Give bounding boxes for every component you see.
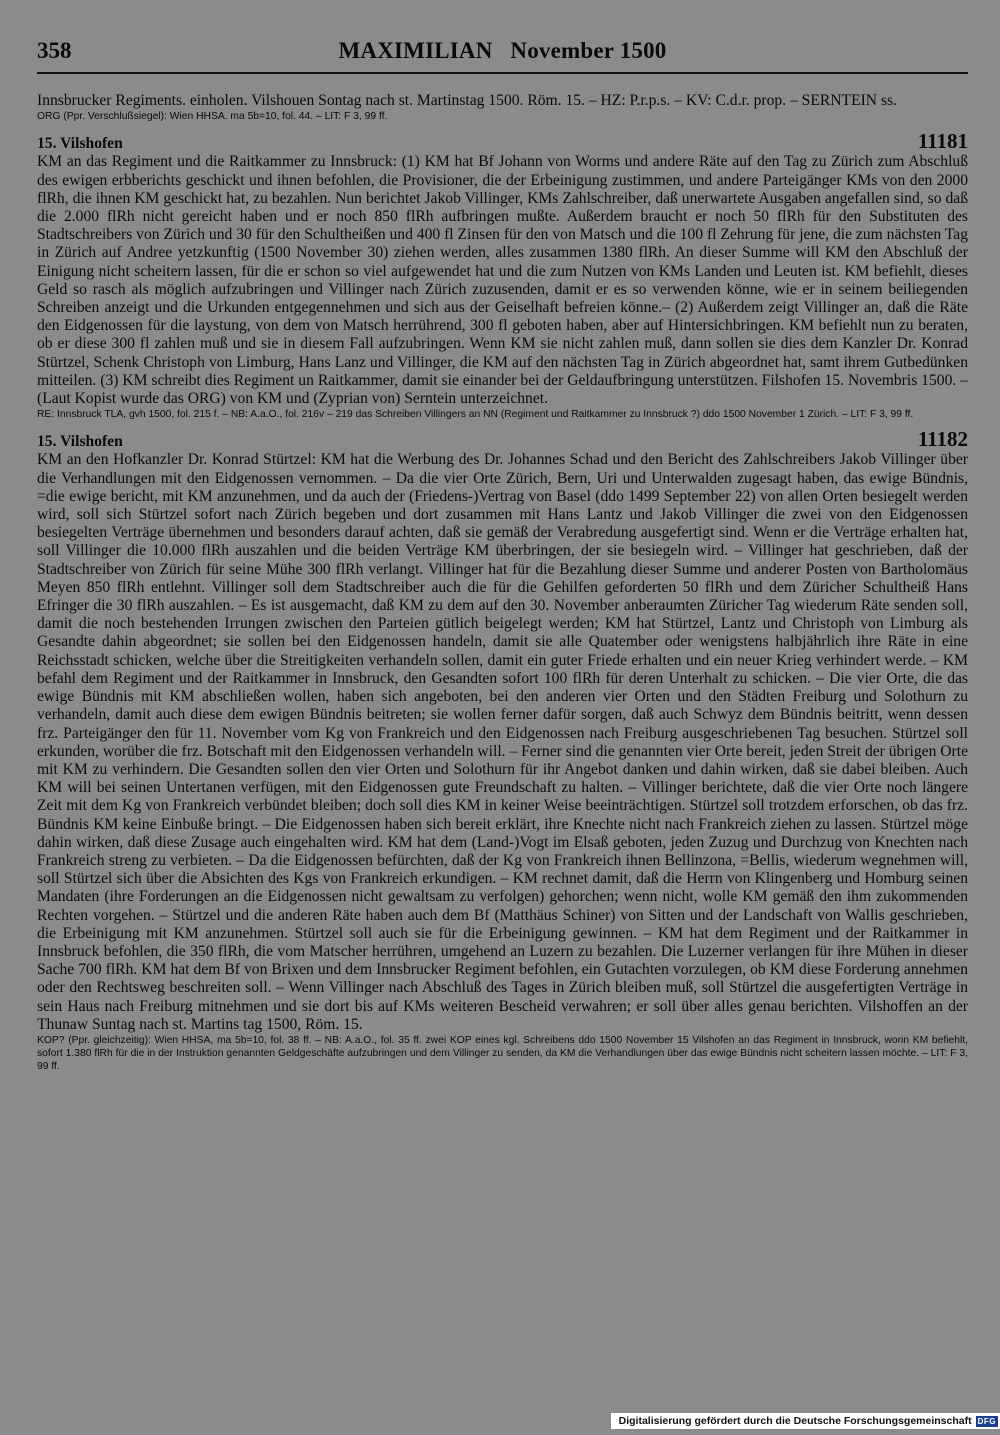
entry-date-place: 15. Vilshofen <box>37 433 123 451</box>
entry-text: KM an das Regiment und die Raitkammer zu Innsbruck: (1) KM hat Bf Johann von Worms und andere Räte auf den Tag zu Zürich zum Abschluß des ewigen erbberichts geschickt und ihnen befohlen, die Provisioner, die der Erbeinigung zustimmen, und andere Parteigänger KMs von den 2000 flRh, die ihnen KM geschickt hat, zu bezahlen. Nun berichtet Jakob Villinger, KMs Zahlschreiber, daß unerwartete Ausgaben angefallen sind, so daß die 2.000 flRh nicht gereicht haben und er noch 850 flRh aufbringen mußte. Außerdem braucht er noch 50 flRh für den Substituten des Stadtschreibers von Zürich und 30 für den Schultheißen und 400 fl Zinsen für den von Matsch und die 100 fl Zehrung für jene, die zum nächsten Tag in Zürich auf Andree yetzkunftig (1500 November 30) ziehen werden, alles zusammen 1380 flRh. An dieser Summe will KM den Abschluß der Einigung nicht scheitern lassen, für die er schon so viel aufgewendet hat und die zum Nutzen von KMs Landen und Leuten ist. KM befiehlt, dieses Geld so rasch als möglich aufzubringen und Villinger nach Zürich zuzusenden, damit er es so verwenden könne, wie er in seinem beiliegenden Schreiben anzeigt und die Urkunden entgegennehmen und sich aus der Geiselhaft befreien könne.– (2) Außerdem zeigt Villinger an, daß die Räte den Eidgenossen für die laystung, von dem von Matsch herrührend, 300 fl geboten haben, aber auf Hintersichbringen. KM befiehlt nun zu beraten, ob er diese 300 fl zahlen muß und sie in diesem Fall aufzubringen. Wenn KM sie nicht zahlen muß, dann sollen sie dies dem Kanzler Dr. Konrad Stürtzel, Schenk Christoph von Limburg, Hans Lanz und Villinger, die KM auf den nächsten Tag in Zürich abgeordnet hat, samt ihrem Gutbedünken mitteilen. (3) KM schreibt dies Regiment un Raitkammer, damit sie einander bei der Geldaufbringung unterstützen. Filshofen 15. Novembris 1500. – (Laut Kopist wurde das ORG) von KM und (Zyprian von) Serntein unterzeichnet. <box>37 153 968 408</box>
entry-source-note: RE: Innsbruck TLA, gvh 1500, fol. 215 f. – NB: A.a.O., fol. 216v – 219 das Schreiben Villingers an NN (Regiment und Raitkammer zu Innsbruck ?) ddo 1500 November 1 Zürich. – LIT: F 3, 99 ff. <box>37 409 914 421</box>
entry-number: 11182 <box>917 427 968 452</box>
footer-text: Digitalisierung gefördert durch die Deutsche Forschungsgemeinschaft <box>618 1415 972 1427</box>
dfg-logo-icon: DFG <box>977 1416 996 1426</box>
entry-text: KM an den Hofkanzler Dr. Konrad Stürtzel: KM hat die Werbung des Dr. Johannes Schad und den Bericht des Zahlschreibers Jakob Villinger über die Verhandlungen mit den Eidgenossen vernommen. – Da die vier Orte Zürich, Bern, Uri und Unterwalden zugesagt haben, das ewige Bündnis, =die ewige bericht, mit KM anzunehmen, und da auch der (Friedens-)Vertrag von Basel (ddo 1499 September 22) von allen Orten besiegelt werden wird, soll sich Stürtzel sofort nach Zürich begeben und dort zusammen mit Hans Lantz und Jakob Villinger die zwei von den Eidgenossen besiegelten Verträge übernehmen und besonders darauf achten, daß sie gemäß der Verabredung ausgefertigt sind. Wenn er die Verträge erhalten hat, soll Villinger die 10.000 flRh auszahlen und die beiden Verträge KM überbringen, der sie besiegeln wird. – Villinger hat geschrieben, daß der Stadtschreiber von Zürich für seine Mühe 300 flRh verlangt. Villinger hat für die Bezahlung dieser Summe und anderer Posten von Bartholomäus Meyen 850 flRh entlehnt. Villinger soll dem Stadtschreiber auch die für die Gehilfen geforderten 50 flRh und dem Züricher Schultheiß Hans Efringer die 30 flRh auszahlen. – Es ist ausgemacht, daß KM zu dem auf den 30. November anberaumten Züricher Tag wiederum Räte senden soll, damit die noch bestehenden Irrungen zwischen den Parteien gütlich beigelegt werden; KM hat Stürtzel, Lantz und Christoph von Limburg als Gesandte dahin abgeordnet; sie sollen bei den Eidgenossen handeln, damit sie alle Quatember oder wenigstens halbjährlich ihre Räte in eine Reichsstadt schicken, welche über die Streitigkeiten verhandeln sollen, damit ein guter Friede erhalten und ein neuer Krieg verhindert werde. – KM befahl dem Regiment und der Raitkammer in Innsbruck, den Gesandten sofort 100 flRh für deren Unterhalt zu schicken. – Die vier Orte, die das ewige Bündnis mit KM abschließen wollen, haben sich angeboten, bei den anderen vier Orten und den Städten Freiburg und Solothurn zu verhandeln, damit auch diese dem ewigen Bündnis beitreten; sie wollen ferner dafür sorgen, daß auch Schwyz dem Bündnis beitritt, wenn dessen frz. Parteigänger den für 11. November vom Kg von Frankreich und den Eidgenossen nach Freiburg ausgeschriebenen Tag besuchen. Stürtzel soll erkunden, worüber die frz. Botschaft mit den Eidgenossen verhandeln will. – Ferner sind die genannten vier Orte bereit, jeden Streit der übrigen Orte mit KM zu verhindern. Die Gesandten sollen den vier Orten und Solothurn für ihr Angebot danken und dahin wirken, daß sie dabei bleiben. Auch KM will bei seinen Untertanen verfügen, mit den Eidgenossen gute Freundschaft zu halten. – Villinger berichtete, daß die vier Orte noch längere Zeit mit dem Kg von Frankreich verbündet bleiben; doch soll dies KM in keiner Weise beeinträchtigen. Stürtzel soll trotzdem erforschen, ob das frz. Bündnis KM keine Einbuße bringt. – Die Eidgenossen haben sich bereit erklärt, ihre Knechte nicht nach Frankreich ziehen zu lassen. Stürtzel möge dahin wirken, daß diese Zusage auch eingehalten wird. KM hat dem (Land-)Vogt im Elsaß geboten, jeden Zuzug und Durchzug von Knechten nach Frankreich streng zu verbieten. – Da die Eidgenossen befürchten, daß der Kg von Frankreich ihnen Bellinzona, =Bellis, wiederum wegnehmen will, soll Stürtzel sich über die Absichten des Kgs von Frankreich erkundigen. – KM rechnet damit, daß die Herrn von Klingenberg und Homburg seinen Mandaten (ihre Forderungen an die Eidgenossen nicht gewaltsam zu verfolgen) gehorchen; wenn nicht, wolle KM gemäß den ihm zukommenden Rechten vorgehen. – Stürtzel und die anderen Räte haben auch dem Bf (Matthäus Schiner) von Sitten und der Landschaft von Wallis geschrieben, die Erbeinigung mit KM anzunehmen. Stürtzel soll auch sie für die Erbeinigung gewinnen. – KM hat dem Regiment und der Raitkammer in Innsbruck befohlen, die 350 flRh, die vom Matscher herrühren, umgehend an Luzern zu bezahlen. Die Luzerner verlangen für ihre Mühen in dieser Sache 700 flRh. KM hat dem Bf von Brixen und dem Innsbrucker Regiment befohlen, ein Gutachten vorzulegen, ob KM diese Forderung annehmen oder den Rechtsweg beschreiten soll. – Wenn Villinger nach Abschluß des Tages in Zürich bleiben muß, soll Stürtzel die ausgefertigten Verträge in sein Haus nach Freiburg mitnehmen und sie dort bis auf KMs weiteren Bescheid verwahren; er soll über alles genau berichten. Vilshoffen an der Thunaw Suntag nach st. Martins tag 1500, Röm. 15. <box>37 451 968 1033</box>
entry-date-place: 15. Vilshofen <box>37 135 123 153</box>
funding-footer <box>611 1413 1000 1429</box>
intro-source-note: ORG (Ppr. Verschlußsiegel): Wien HHSA. ma 5b=10, fol. 44. – LIT: F 3, 99 ff. <box>37 111 388 123</box>
page-number: 358 <box>37 38 72 63</box>
document-body <box>37 92 968 1073</box>
running-title: MAXIMILIAN November 1500 <box>338 38 667 63</box>
entry-header-11182 <box>37 427 968 452</box>
document-page <box>37 38 968 1073</box>
header-rule <box>37 72 968 74</box>
entry-header-11181 <box>37 129 968 154</box>
entry-source-note: KOP? (Ppr. gleichzeitig): Wien HHSA, ma 5b=10, fol. 38 ff. – NB: A.a.O., fol. 35 ff. zwei KOP eines kgl. Schreibens ddo 1500 November 15 Vilshofen an das Regiment in Innsbruck, worin KM befiehlt, sofort 1.380 flRh für die in der Instruktion genannten Geldgeschäfte aufzubringen und dem Villinger zu senden, da KM die Verhandlungen über das ewige Bündnis nicht scheitern lassen möchte. – LIT: F 3, 99 ff. <box>37 1034 968 1072</box>
intro-paragraph: Innsbrucker Regiments. einholen. Vilshouen Sontag nach st. Martinstag 1500. Röm. 15. – HZ: P.r.p.s. – KV: C.d.r. prop. – SERNTEIN ss. <box>37 92 897 109</box>
entry-number: 11181 <box>917 129 968 154</box>
running-header <box>37 38 968 70</box>
